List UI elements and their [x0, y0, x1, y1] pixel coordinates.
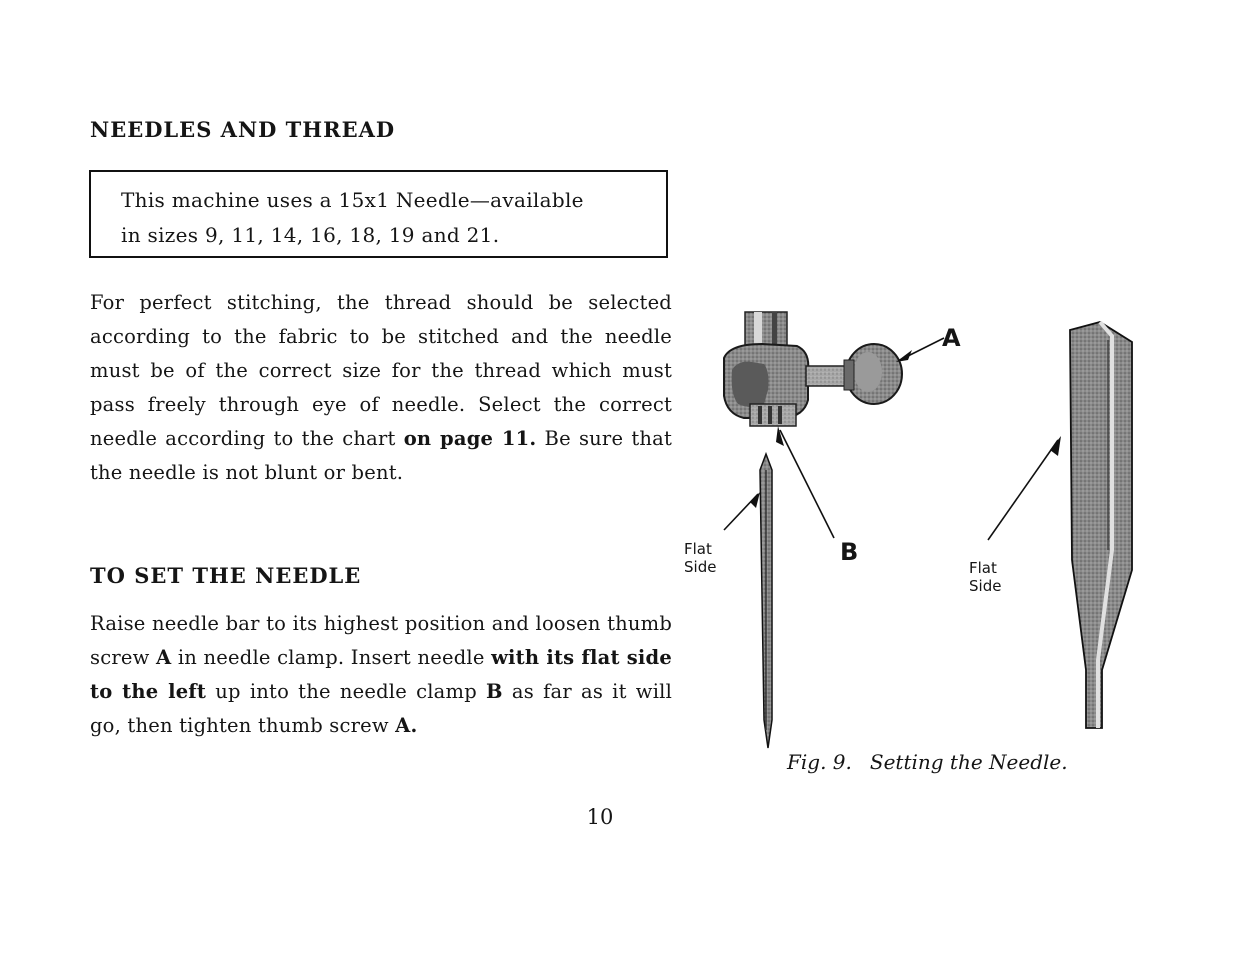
needle-clamp-drawing: [672, 300, 1152, 760]
bold-ref-a-end: A.: [395, 714, 418, 737]
needle-size-note-box: [89, 170, 668, 258]
bold-ref-b: B: [486, 680, 503, 703]
para-text: as far as it will go, then tighten thumb screw: [90, 680, 673, 737]
bold-instruction: with its flat side to the left: [90, 646, 672, 703]
page-number: 10: [586, 805, 614, 829]
flat-side-right-line2: Side: [969, 577, 1002, 595]
note-line-1: This machine uses a 15x1 Needle—available: [121, 188, 584, 212]
thumb-screw-a: [844, 344, 902, 404]
label-a: A: [942, 324, 961, 352]
needle-small-drawing: [760, 454, 772, 748]
page-reference: on page 11.: [403, 427, 537, 450]
section-heading-needles-and-thread: NEEDLES AND THREAD: [90, 117, 396, 142]
needle-large-drawing: [1070, 322, 1132, 728]
para-text: Be sure that the needle is not blunt or bent.: [90, 427, 672, 484]
flat-side-right-line1: Flat: [969, 559, 997, 577]
needle-clamp: [724, 344, 848, 426]
flat-side-left-line2: Side: [684, 558, 717, 576]
note-line-2: in sizes 9, 11, 14, 16, 18, 19 and 21.: [121, 223, 500, 247]
bold-ref-a: A: [155, 646, 172, 669]
para-text: in needle clamp. Insert needle: [171, 646, 492, 669]
figure-caption: [787, 750, 1068, 774]
set-needle-paragraph: [90, 607, 672, 743]
section-heading-set-the-needle: TO SET THE NEEDLE: [90, 563, 362, 588]
caption-figure-number: Fig. 9.: [787, 750, 852, 774]
flat-side-left-label: [684, 540, 716, 576]
para-text: Raise needle bar to its highest position and loosen thumb screw: [90, 612, 672, 669]
caption-title: Setting the Needle.: [869, 750, 1068, 774]
para-text: up into the needle clamp: [206, 680, 487, 703]
para-text: For perfect stitching, the thread should be selected according to the fabric to be stitched and the needle must be of the correct size for the thread which must pass freely through eye of needle. Select the correct needle according to the chart: [90, 291, 672, 450]
flat-side-right-label: [969, 559, 1001, 595]
thread-selection-paragraph: [90, 286, 672, 490]
needle-setting-illustration: [672, 300, 1152, 764]
label-b: B: [840, 538, 859, 566]
flat-side-left-line1: Flat: [684, 540, 712, 558]
